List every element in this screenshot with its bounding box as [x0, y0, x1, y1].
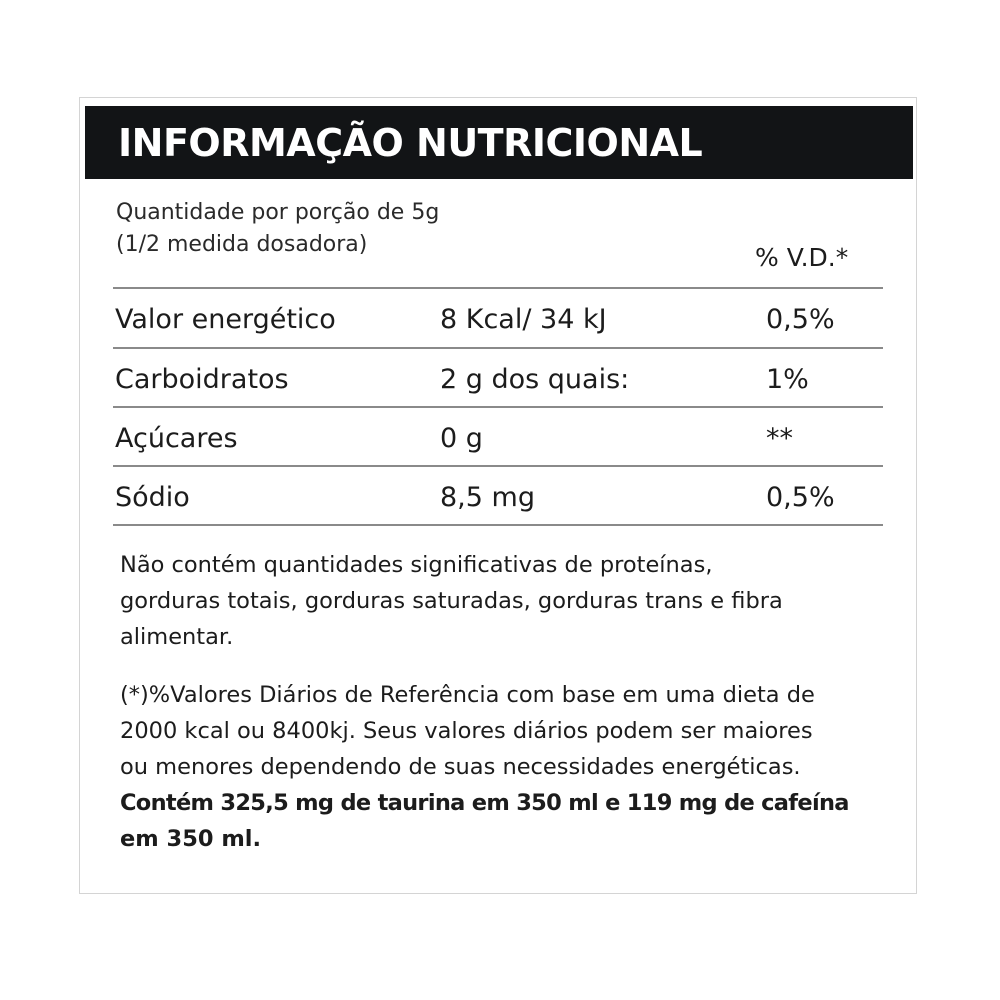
nutrient-name: Sódio — [115, 482, 190, 513]
reference-note — [120, 677, 890, 857]
row-divider — [113, 524, 883, 526]
nutrient-name: Valor energético — [115, 304, 336, 335]
nutrient-amount: 2 g dos quais: — [440, 364, 630, 395]
serving-measure: (1/2 medida dosadora) — [116, 232, 368, 257]
nutrient-amount: 0 g — [440, 423, 483, 454]
note-line: ou menores dependendo de suas necessidades energéticas. — [120, 754, 801, 780]
content-note-line: em 350 ml. — [120, 826, 262, 852]
row-divider — [113, 347, 883, 349]
note-line: (*)%Valores Diários de Referência com base em uma dieta de — [120, 682, 815, 708]
content-note-line: Contém 325,5 mg de taurina em 350 ml e 119 mg de cafeína — [120, 790, 849, 816]
note-line: alimentar. — [120, 624, 234, 650]
row-divider — [113, 287, 883, 289]
note-line: Não contém quantidades significativas de proteínas, — [120, 552, 713, 578]
not-significant-note — [120, 547, 890, 655]
nutrient-daily-value: 1% — [766, 364, 809, 395]
nutrient-daily-value: 0,5% — [766, 482, 835, 513]
note-line: gorduras totais, gorduras saturadas, gorduras trans e fibra — [120, 588, 783, 614]
nutrient-amount: 8,5 mg — [440, 482, 535, 513]
daily-value-header: % V.D.* — [755, 243, 849, 272]
note-line: 2000 kcal ou 8400kj. Seus valores diários podem ser maiores — [120, 718, 813, 744]
serving-info — [116, 197, 439, 261]
nutrient-name: Açúcares — [115, 423, 238, 454]
row-divider — [113, 465, 883, 467]
nutrient-daily-value: ** — [766, 423, 793, 454]
serving-size: Quantidade por porção de 5g — [116, 200, 440, 225]
label-title: INFORMAÇÃO NUTRICIONAL — [118, 121, 703, 165]
nutrient-daily-value: 0,5% — [766, 304, 835, 335]
nutrient-name: Carboidratos — [115, 364, 289, 395]
row-divider — [113, 406, 883, 408]
nutrient-amount: 8 Kcal/ 34 kJ — [440, 304, 607, 335]
